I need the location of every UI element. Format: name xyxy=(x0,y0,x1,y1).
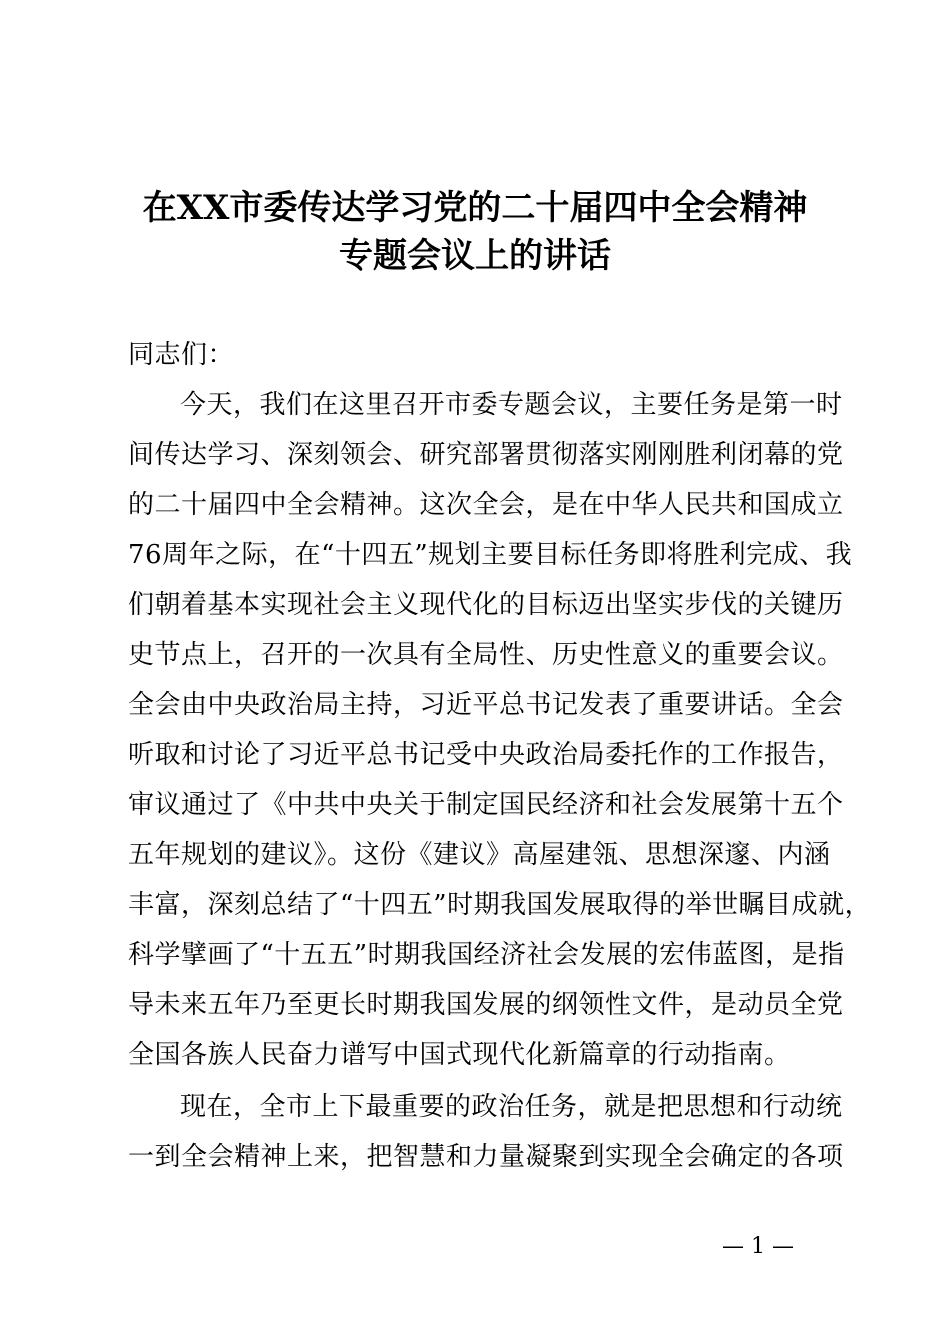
body-line: 76周年之际，在“十四五”规划主要目标任务即将胜利完成、我 xyxy=(128,540,853,570)
body-line: 的二十届四中全会精神。这次全会，是在中华人民共和国成立 xyxy=(128,490,844,520)
page-number: — 1 — xyxy=(722,1234,794,1259)
document-title-line-1: 在XX市委传达学习党的二十届四中全会精神 xyxy=(142,188,808,228)
body-line: 间传达学习、深刻领会、研究部署贯彻落实刚刚胜利闭幕的党 xyxy=(128,440,844,470)
body-line: 全国各族人民奋力谱写中国式现代化新篇章的行动指南。 xyxy=(128,1040,791,1070)
body-line: 科学擘画了“十五五”时期我国经济社会发展的宏伟蓝图，是指 xyxy=(128,940,845,970)
body-line: 现在，全市上下最重要的政治任务，就是把思想和行动统 xyxy=(180,1092,843,1122)
body-line: 一到全会精神上来，把智慧和力量凝聚到实现全会确定的各项 xyxy=(128,1142,844,1172)
body-line: 丰富，深刻总结了“十四五”时期我国发展取得的举世瞩目成就， xyxy=(128,890,872,920)
body-line: 听取和讨论了习近平总书记受中央政治局委托作的工作报告， xyxy=(128,740,844,770)
body-line: 全会由中央政治局主持，习近平总书记发表了重要讲话。全会 xyxy=(128,690,844,720)
body-line: 史节点上，召开的一次具有全局性、历史性意义的重要会议。 xyxy=(128,640,844,670)
body-line: 审议通过了《中共中央关于制定国民经济和社会发展第十五个 xyxy=(128,790,844,820)
document-title-line-2: 专题会议上的讲话 xyxy=(339,236,611,276)
body-line: 五年规划的建议》。这份《建议》高屋建瓴、思想深邃、内涵 xyxy=(128,840,831,870)
salutation: 同志们： xyxy=(128,340,235,370)
body-line: 们朝着基本实现社会主义现代化的目标迈出坚实步伐的关键历 xyxy=(128,590,844,620)
body-line: 今天，我们在这里召开市委专题会议，主要任务是第一时 xyxy=(180,390,843,420)
body-line: 导未来五年乃至更长时期我国发展的纲领性文件，是动员全党 xyxy=(128,990,844,1020)
